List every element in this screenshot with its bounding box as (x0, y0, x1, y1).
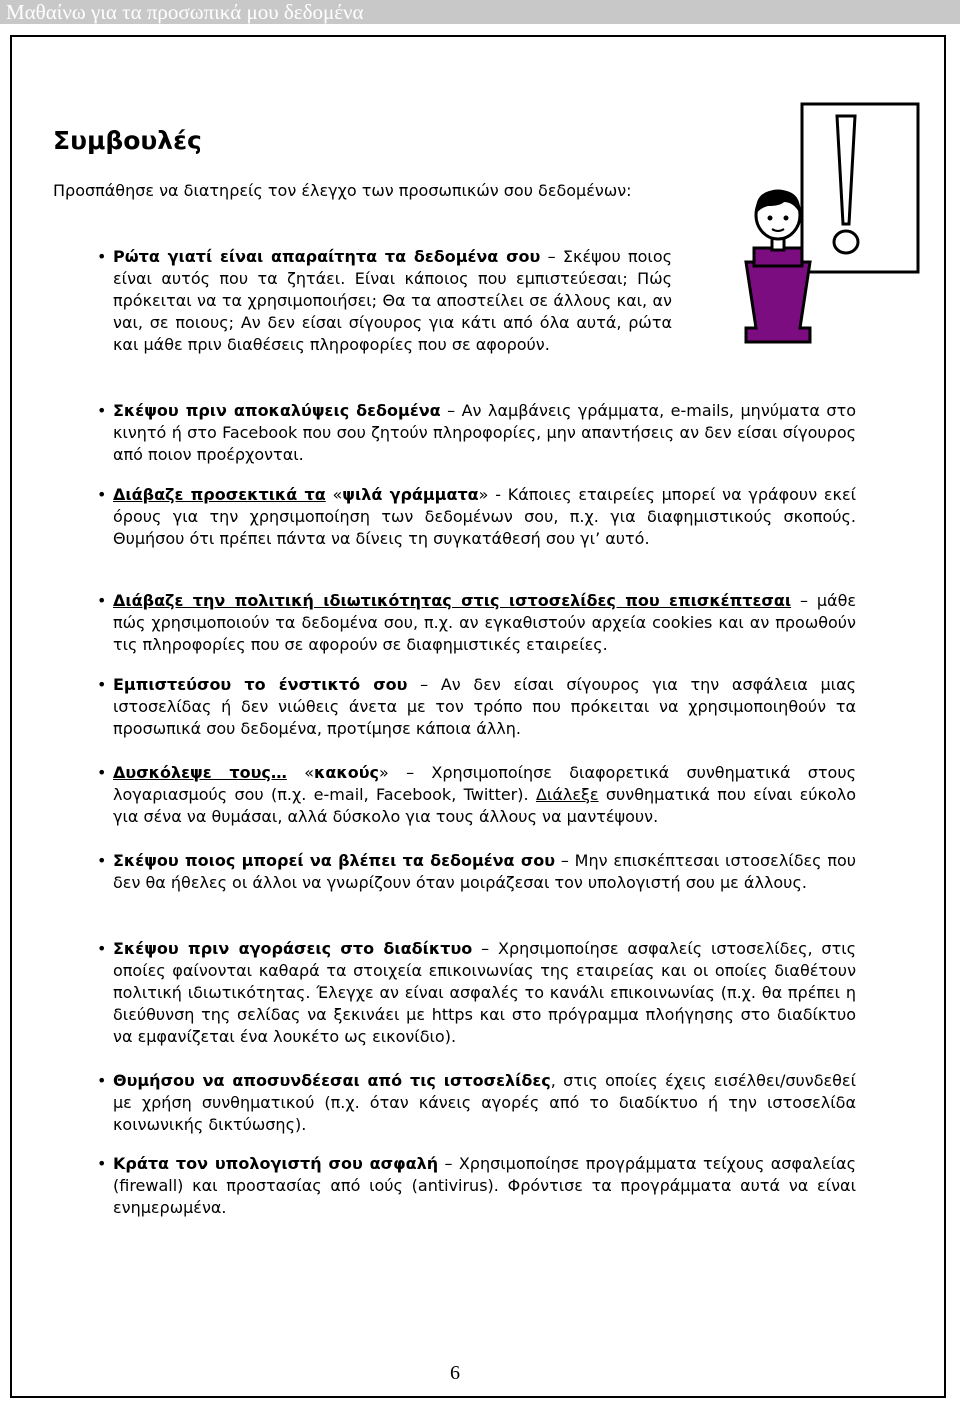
bullet-icon: • (97, 591, 107, 610)
bullet-icon: • (97, 401, 107, 420)
tip-heading: Σκέψου πριν αποκαλύψεις δεδομένα (113, 401, 441, 420)
tip-heading: Ρώτα γιατί είναι απαραίτητα τα δεδομένα σου (113, 247, 541, 266)
tip-text: » - Κάποιες εταιρείες μπορεί να γράφουν εκεί όρους για την χρησιμοποίηση των δεδομένων σου, π.χ. για διαφημιστικούς σκοπούς. Θυμήσου ότι πρέπει πάντα να δίνεις τη συγκατάθεσή σου γι’ αυτό. (113, 485, 857, 548)
bullet-icon: • (97, 247, 107, 266)
tip-text: – Αν λαμβάνεις γράμματα, e-mails, μηνύματα στο κινητό ή στο Facebook που σου ζητούν πληροφορίες, μην απαντήσεις αν δεν είσαι σίγουρος από ποιον προέρχονται. (113, 401, 856, 464)
tip-text: – Αν δεν είσαι σίγουρος για την ασφάλεια μιας ιστοσελίδας ή δεν νιώθεις άνετα με τον τρόπο που πρόκειται να χρησιμοποιηθούν τα προσωπικά σου δεδομένα, προτίμησε κάποια άλλη. (113, 675, 857, 738)
tip-item (97, 400, 856, 466)
tip-text: – Σκέψου ποιος είναι αυτός που τα ζητάει. Είναι κάποιος που εμπιστεύεσαι; Πώς πρόκειται να τα χρησιμοποιήσει; Θα τα αποστείλει σε άλλους και, αν ναι, σε ποιους; Αν δεν είσαι σίγουρος για κάτι από όλα αυτά, ρώτα και μάθε πριν διαθέσεις πληροφορίες που σε αφορούν. (113, 247, 673, 354)
girl-left-eye (768, 216, 773, 221)
page-number: 6 (450, 1362, 460, 1384)
tip-heading: Κράτα τον υπολογιστή σου ασφαλή (113, 1154, 439, 1173)
tip-item (97, 1070, 856, 1136)
tip-text: – Χρησιμοποίησε προγράμματα τείχους ασφαλείας (firewall) και προστασίας από ιούς (antivirus). Φρόντισε τα προγράμματα αυτά να είναι ενημερωμένα. (113, 1154, 856, 1217)
girl-right-eye (784, 216, 789, 221)
running-header (0, 0, 960, 24)
tip-item (97, 246, 673, 356)
tip-item (97, 938, 857, 1048)
tip-heading: Διάβαζε προσεκτικά τα (113, 485, 326, 504)
bullet-icon: • (97, 675, 107, 694)
girl-warning-illustration (744, 102, 920, 344)
tip-text: – Χρησιμοποίησε ασφαλείς ιστοσελίδες, στις οποίες φαίνονται καθαρά τα στοιχεία επικοινωνίας της εταιρείας και οι οποίες διαθέτουν πολιτική ιδιωτικότητας. Έλεγχε αν είναι ασφαλές το κανάλι επικοινωνίας (π.χ. θα πρέπει η διεύθυνση της σελίδας να ξεκινάει με https και στο πρόγραμμα πλοήγησης στο διαδίκτυο να εμφανίζεται ένα λουκέτο ως εικονίδιο). (113, 939, 857, 1046)
tip-heading: Δυσκόλεψε τους… (113, 763, 287, 782)
tip-heading: Εμπιστεύσου το ένστικτό σου (113, 675, 408, 694)
tip-text: συνθηματικά που είναι εύκολο για σένα να θυμάσαι, αλλά δύσκολο για τους άλλους να μαντέψουν. (113, 785, 856, 826)
bullet-icon: • (97, 1154, 107, 1173)
girl-warning-icon (744, 102, 920, 344)
bullet-icon: • (97, 851, 107, 870)
girl-dress (746, 262, 810, 342)
tip-item (97, 484, 857, 550)
tip-text: » – Χρησιμοποίησε διαφορετικά συνθηματικά στους λογαριασμούς σου (π.χ. e-mail, Facebook, Twitter). (113, 763, 856, 804)
tip-text: « (286, 763, 315, 782)
tip-item (97, 674, 857, 740)
section-title: Συμβουλές (53, 126, 202, 155)
tip-text: – μάθε πώς χρησιμοποιούν τα δεδομένα σου, π.χ. αν εγκαθιστούν αρχεία cookies και αν προωθούν τις πληροφορίες που σε αφορούν σε διαφημιστικές εταιρείες. (113, 591, 857, 654)
tip-item (97, 762, 856, 828)
intro-paragraph: Προσπάθησε να διατηρείς τον έλεγχο των προσωπικών σου δεδομένων: (53, 181, 632, 200)
tip-heading: Θυμήσου να αποσυνδέεσαι από τις ιστοσελίδες (113, 1071, 551, 1090)
tip-heading: Διάβαζε την πολιτική ιδιωτικότητας στις ιστοσελίδες που επισκέπτεσαι (113, 591, 792, 610)
tip-text: – Μην επισκέπτεσαι ιστοσελίδες που δεν θα ήθελες οι άλλοι να γνωρίζουν όταν μοιράζεσαι τον υπολογιστή σου με άλλους. (113, 851, 856, 892)
tip-heading: Σκέψου πριν αγοράσεις στο διαδίκτυο (113, 939, 473, 958)
exclamation-dot (834, 231, 858, 253)
tip-heading: ψιλά γράμματα (342, 485, 479, 504)
tip-text: , στις οποίες έχεις εισέλθει/συνδεθεί με χρήση συνθηματικού (π.χ. όταν κάνεις αγορές από το διαδίκτυο ή την ιστοσελίδα κοινωνικής δικτύωσης). (113, 1071, 856, 1134)
tip-item (97, 850, 856, 894)
tip-heading: κακούς (314, 763, 380, 782)
tip-heading: Σκέψου ποιος μπορεί να βλέπει τα δεδομένα σου (113, 851, 556, 870)
bullet-icon: • (97, 485, 107, 504)
bullet-icon: • (97, 1071, 107, 1090)
tip-text: « (325, 485, 343, 504)
tip-text: Διάλεξε (535, 785, 599, 804)
bullet-icon: • (97, 939, 107, 958)
tip-item (97, 1153, 856, 1219)
running-header-title: Μαθαίνω για τα προσωπικά μου δεδομένα (6, 0, 364, 24)
warning-sign-board (802, 104, 918, 272)
tip-item (97, 590, 857, 656)
bullet-icon: • (97, 763, 107, 782)
